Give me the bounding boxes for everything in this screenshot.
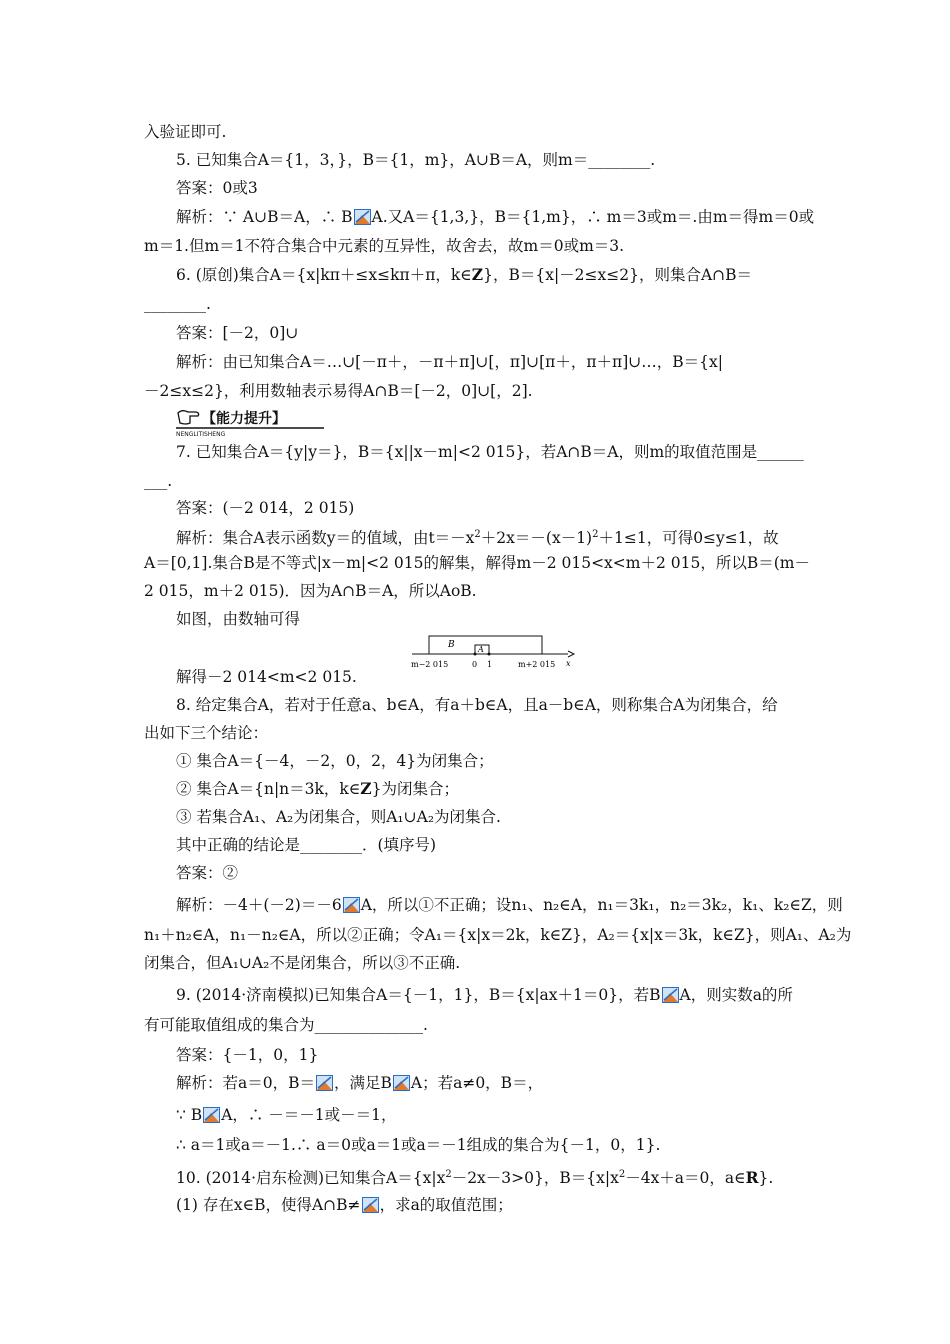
analysis-6: 解析：由已知集合A＝…∪[－π＋，－π＋π]∪[，π]∪[π＋，π＋π]∪…，B＝{x| bbox=[176, 353, 723, 371]
section-title: 【能力提升】 bbox=[202, 411, 286, 427]
question-7: 7. 已知集合A＝{y|y＝}，B＝{x||x－m|<2 015}，若A∩B＝A，则m的取值范围是______ bbox=[176, 443, 804, 461]
text-line: ∵ B A，∴ －＝－1或－＝1， bbox=[176, 1106, 397, 1124]
text-line: ① 集合A＝{－4，－2，0，2，4}为闭集合； bbox=[176, 752, 494, 770]
question-6: 6. (原创)集合A＝{x|kπ＋≤x≤kπ＋π，k∈Z}，B＝{x|－2≤x≤2}，则集合A∩B＝ bbox=[176, 265, 753, 284]
question-8: 8. 给定集合A，若对于任意a、b∈A，有a＋b∈A，且a－b∈A，则称集合A为闭集合，给 bbox=[176, 696, 778, 714]
tick-left: m−2 015 bbox=[411, 660, 449, 669]
number-line-figure bbox=[408, 633, 578, 673]
question-9: 9. (2014·济南模拟)已知集合A＝{－1，1}，B＝{x|ax＋1＝0}，若B A，则实数a的所 bbox=[176, 986, 793, 1004]
text-line: 出如下三个结论： bbox=[144, 724, 269, 742]
answer-5: 答案：0或3 bbox=[176, 179, 258, 197]
label-a: A bbox=[478, 645, 484, 654]
axis-label: x bbox=[566, 659, 571, 668]
text-line: －2≤x≤2}，利用数轴表示易得A∩B＝[－2，0]∪[，2]. bbox=[144, 382, 533, 400]
answer-8: 答案：② bbox=[176, 864, 239, 882]
text-line: 有可能取值组成的集合为______________. bbox=[144, 1016, 428, 1034]
tick-1: 1 bbox=[487, 660, 493, 669]
text-line: A＝[0,1].集合B是不等式|x－m|<2 015的解集，解得m－2 015<x<m＋2 015，所以B＝(m－ bbox=[144, 554, 810, 572]
text-line: m＝1.但m＝1不符合集合中元素的互异性，故舍去，故m＝0或m＝3. bbox=[144, 237, 625, 255]
answer-7: 答案：(－2 014，2 015) bbox=[176, 499, 355, 517]
broken-image-icon bbox=[343, 897, 360, 913]
text-line: ∴ a＝1或a＝－1.∴ a＝0或a＝1或a＝－1组成的集合为{－1，0，1}. bbox=[176, 1136, 661, 1154]
analysis-9: 解析：若a＝0，B＝ ，满足B A；若a≠0，B＝， bbox=[176, 1074, 544, 1092]
broken-image-icon bbox=[316, 1075, 333, 1091]
broken-image-icon bbox=[362, 1197, 379, 1213]
pointing-hand-icon bbox=[178, 411, 199, 424]
label-b: B bbox=[448, 640, 455, 650]
text-line: ③ 若集合A₁、A₂为闭集合，则A₁∪A₂为闭集合. bbox=[176, 808, 501, 826]
answer-9: 答案：{－1，0，1} bbox=[176, 1046, 319, 1064]
tick-0: 0 bbox=[472, 660, 478, 669]
text-line: ___. bbox=[144, 472, 173, 490]
analysis-7: 解析：集合A表示函数y＝的值域，由$t=-x^2+2x=-(x-1)^2+1\le 1$，可得0≤y≤1，故 bbox=[176, 529, 779, 547]
text-line: 闭集合，但A₁∪A₂不是闭集合，所以③不正确. bbox=[144, 954, 461, 972]
text-line: ② 集合A＝{n|n＝3k，k∈Z}为闭集合； bbox=[176, 779, 459, 798]
section-header-ability bbox=[176, 407, 326, 437]
text-line: ________. bbox=[144, 295, 211, 313]
tick-right: m+2 015 bbox=[518, 660, 556, 669]
text-line: n₁＋n₂∈A，n₁－n₂∈A，所以②正确；令A₁＝{x|x＝2k，k∈Z}，A₂＝{x|x＝3k，k∈Z}，则A₁、A₂为 bbox=[144, 926, 852, 944]
broken-image-icon bbox=[393, 1075, 410, 1091]
text-line: 如图，由数轴可得 bbox=[176, 610, 301, 628]
broken-image-icon bbox=[662, 987, 679, 1003]
section-pinyin: NENGLITISHENG bbox=[176, 431, 226, 437]
text-line: 其中正确的结论是________．(填序号) bbox=[176, 836, 437, 854]
question-10-part-1: (1) 存在x∈B，使得A∩B≠ ，求a的取值范围； bbox=[176, 1196, 513, 1214]
question-10: 10. (2014·启东检测)已知集合$A=\{x|x^2-2x-3>0\}$，$B=\{x|x^2-4x+a=0$，a∈R}. bbox=[176, 1168, 774, 1187]
analysis-8: 解析：－4＋(－2)＝－6 A，所以①不正确；设n₁、n₂∈A，n₁＝3k₁，n₂＝3k₂，k₁、k₂∈Z，则 bbox=[176, 896, 843, 914]
text-line: 入验证即可. bbox=[144, 123, 227, 141]
question-5: 5. 已知集合A＝{1，3，}，B＝{1，m}，A∪B＝A，则m＝________. bbox=[176, 151, 656, 169]
text-line: 2 015，m＋2 015)．因为A∩B＝A，所以AoB. bbox=[144, 582, 477, 600]
broken-image-icon bbox=[354, 209, 371, 225]
answer-6: 答案：[－2，0]∪ bbox=[176, 324, 299, 342]
analysis-5: 解析：∵ A∪B＝A，∴ B A.又A＝{1,3,}，B＝{1,m}，∴ m＝3或m＝.由m＝得m＝0或 bbox=[176, 208, 815, 226]
text-line: 解得－2 014<m<2 015. bbox=[176, 668, 357, 686]
broken-image-icon bbox=[203, 1107, 220, 1123]
